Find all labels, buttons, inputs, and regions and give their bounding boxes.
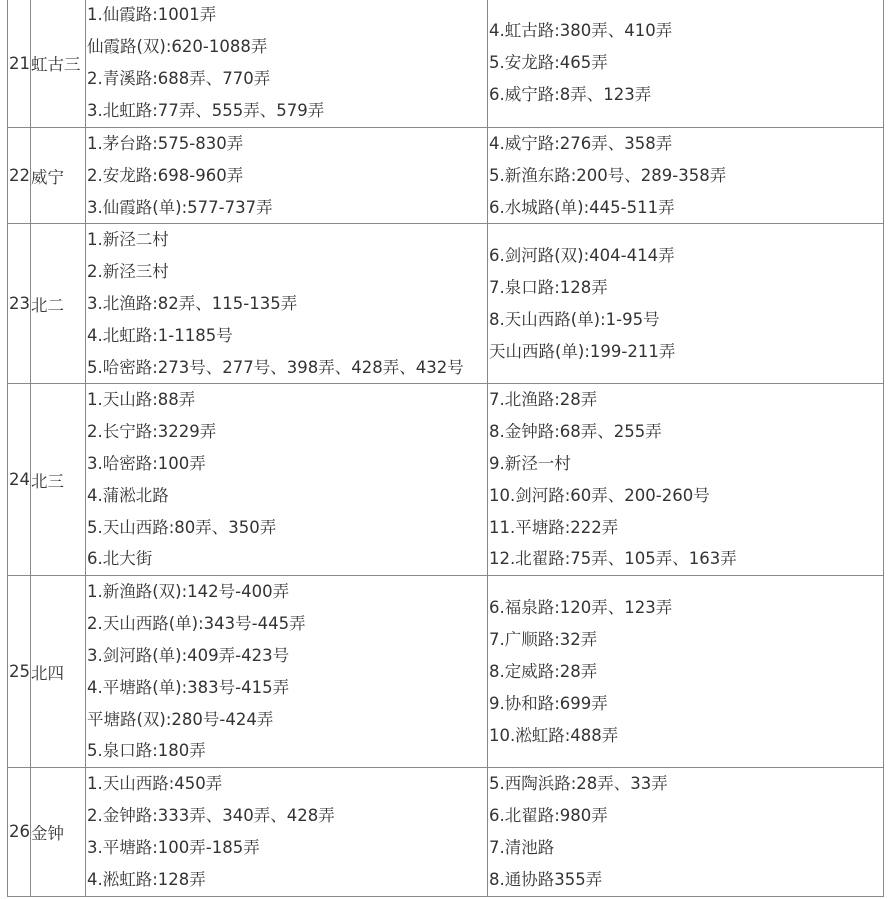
address-list-right: [488, 224, 884, 384]
address-item: 1.新渔路(双):142号-400弄: [87, 582, 290, 602]
address-item: 7.清池路: [489, 837, 555, 857]
address-list-right: [488, 128, 884, 224]
district-table-body: [8, 0, 884, 896]
table-row: [8, 224, 884, 384]
address-item: 7.泉口路:128弄: [489, 278, 608, 298]
address-item: 8.通协路355弄: [489, 869, 603, 889]
address-item: 10.淞虹路:488弄: [489, 725, 619, 745]
address-item: 2.长宁路:3229弄: [87, 422, 217, 442]
address-item: 2.青溪路:688弄、770弄: [87, 69, 271, 88]
table-row: [8, 768, 884, 896]
address-item: 仙霞路(双):620-1088弄: [87, 37, 268, 57]
address-item: 6.剑河路(双):404-414弄: [489, 246, 675, 266]
address-item: 5.天山西路:80弄、350弄: [87, 517, 277, 537]
district-name: 金钟: [31, 768, 86, 896]
table-row: [8, 128, 884, 224]
address-item: 天山西路(单):199-211弄: [489, 341, 676, 361]
district-name: 北二: [31, 224, 86, 384]
address-item: 5.泉口路:180弄: [87, 741, 206, 761]
district-number: 21: [8, 0, 31, 128]
address-item: 1.仙霞路:1001弄: [87, 5, 217, 25]
address-item: 3.北渔路:82弄、115-135弄: [87, 293, 298, 313]
address-list-right: [488, 0, 884, 128]
address-item: 1.茅台路:575-830弄: [87, 134, 244, 153]
address-item: 11.平塘路:222弄: [489, 517, 619, 537]
address-list-right: [488, 384, 884, 576]
address-item: 4.蒲淞北路: [87, 485, 169, 505]
district-number: 22: [8, 128, 31, 224]
address-item: 4.平塘路(单):383号-415弄: [87, 677, 290, 697]
address-list-right: [488, 768, 884, 896]
address-item: 5.西陶浜路:28弄、33弄: [489, 774, 668, 794]
address-item: 9.新泾一村: [489, 454, 571, 474]
address-item: 4.威宁路:276弄、358弄: [489, 134, 673, 153]
address-item: 2.安龙路:698-960弄: [87, 165, 244, 185]
address-item: 6.威宁路:8弄、123弄: [489, 84, 652, 104]
address-item: 12.北翟路:75弄、105弄、163弄: [489, 549, 737, 569]
address-item: 6.北大街: [87, 549, 153, 569]
address-item: 2.天山西路(单):343号-445弄: [87, 614, 306, 634]
address-item: 3.北虹路:77弄、555弄、579弄: [87, 100, 325, 120]
address-item: 4.北虹路:1-1185号: [87, 325, 233, 345]
address-item: 4.淞虹路:128弄: [87, 869, 206, 889]
district-number: 23: [8, 224, 31, 384]
address-item: 3.剑河路(单):409弄-423号: [87, 646, 290, 666]
address-item: 5.新渔东路:200号、289-358弄: [489, 165, 727, 185]
address-item: 8.定威路:28弄: [489, 661, 598, 681]
district-name: 虹古三: [31, 0, 86, 128]
table-row: [8, 0, 884, 128]
address-list-left: [86, 0, 488, 128]
address-item: 3.仙霞路(单):577-737弄: [87, 197, 273, 217]
address-list-left: [86, 128, 488, 224]
address-list-left: [86, 576, 488, 768]
district-table: [7, 0, 884, 897]
district-number: 25: [8, 576, 31, 768]
address-item: 1.天山路:88弄: [87, 390, 196, 410]
district-name: 北三: [31, 384, 86, 576]
address-list-left: [86, 224, 488, 384]
address-item: 1.新泾二村: [87, 230, 169, 250]
address-item: 2.新泾三村: [87, 262, 169, 282]
address-item: 8.天山西路(单):1-95号: [489, 309, 660, 329]
address-item: 10.剑河路:60弄、200-260号: [489, 485, 710, 505]
address-item: 平塘路(双):280号-424弄: [87, 709, 274, 729]
address-item: 4.虹古路:380弄、410弄: [489, 21, 673, 41]
address-item: 3.平塘路:100弄-185弄: [87, 837, 260, 857]
address-item: 9.协和路:699弄: [489, 693, 608, 713]
address-list-right: [488, 576, 884, 768]
address-item: 8.金钟路:68弄、255弄: [489, 422, 662, 442]
district-name: 北四: [31, 576, 86, 768]
address-item: 2.金钟路:333弄、340弄、428弄: [87, 806, 335, 826]
address-item: 7.广顺路:32弄: [489, 630, 598, 650]
table-row: [8, 384, 884, 576]
address-list-left: [86, 384, 488, 576]
address-item: 3.哈密路:100弄: [87, 454, 206, 474]
address-item: 7.北渔路:28弄: [489, 390, 598, 410]
district-name: 威宁: [31, 128, 86, 224]
table-row: [8, 576, 884, 768]
address-item: 6.福泉路:120弄、123弄: [489, 598, 673, 618]
address-item: 5.安龙路:465弄: [489, 53, 608, 73]
address-item: 6.水城路(单):445-511弄: [489, 197, 675, 217]
address-list-left: [86, 768, 488, 896]
district-number: 24: [8, 384, 31, 576]
district-number: 26: [8, 768, 31, 896]
address-item: 1.天山西路:450弄: [87, 774, 223, 794]
address-item: 6.北翟路:980弄: [489, 806, 608, 826]
address-item: 5.哈密路:273号、277号、398弄、428弄、432号: [87, 357, 464, 377]
